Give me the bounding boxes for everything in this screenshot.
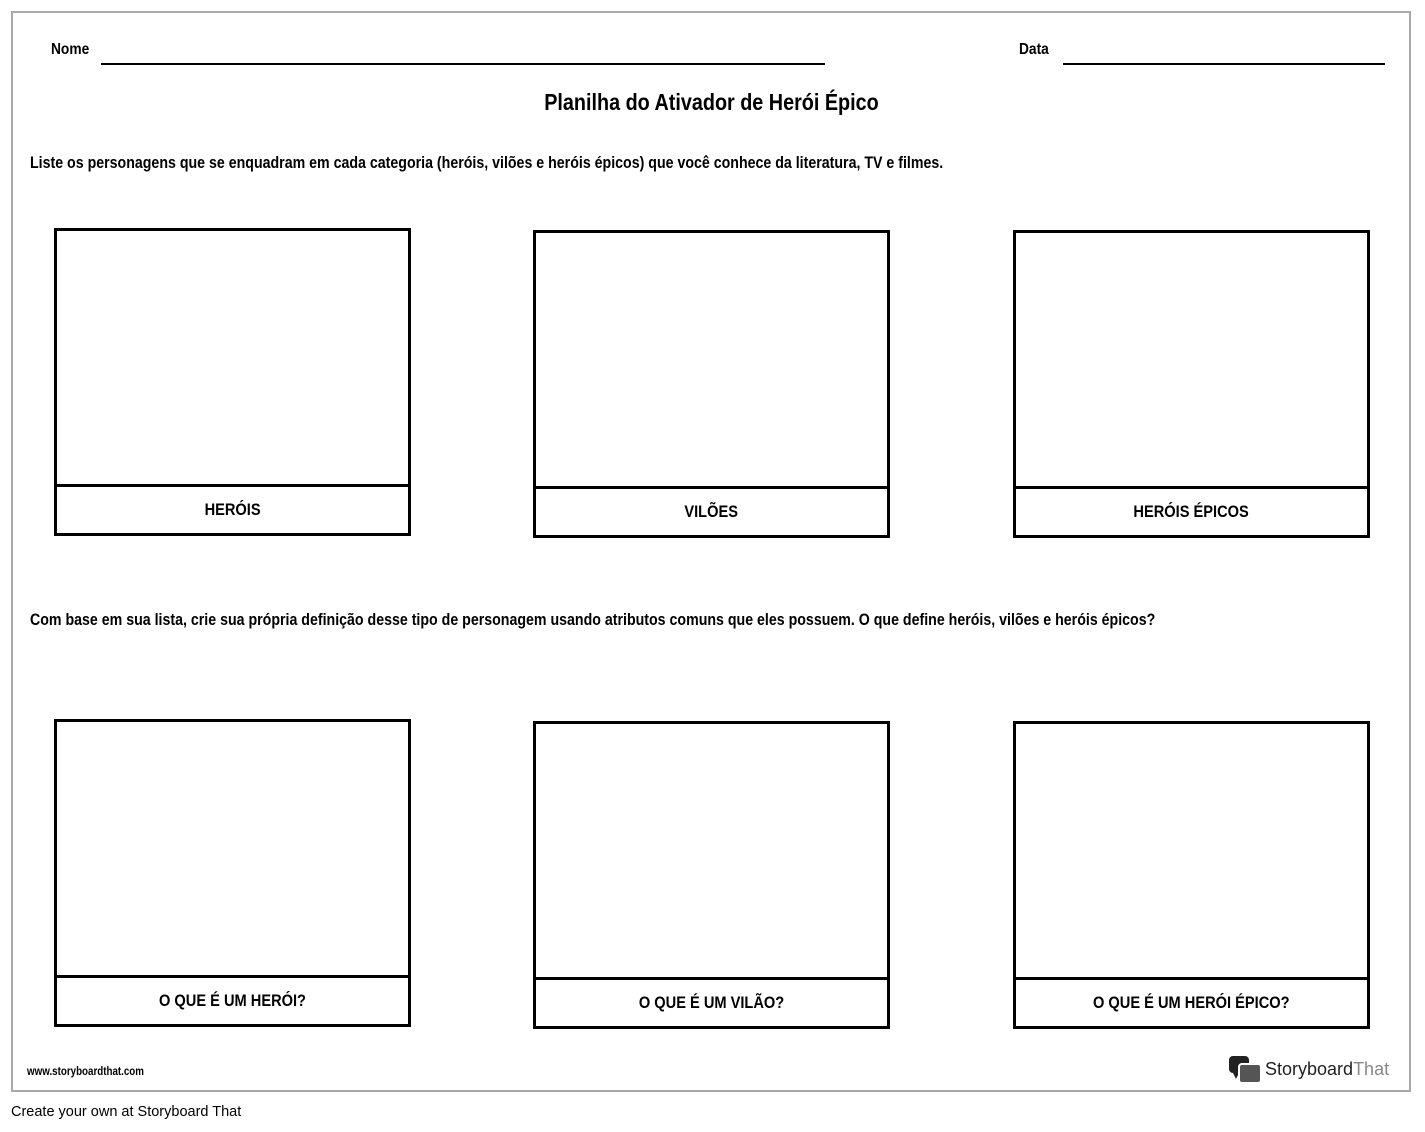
box-viloes[interactable] [533, 230, 890, 538]
writing-area[interactable] [1016, 233, 1367, 489]
worksheet [11, 11, 1411, 1092]
date-line[interactable] [1063, 63, 1385, 65]
box-o-que-e-heroi-epico[interactable] [1013, 721, 1370, 1029]
box-caption: O QUE É UM HERÓI? [158, 991, 307, 1010]
storyboardthat-logo: StoryboardThat [1229, 1056, 1389, 1082]
page-title: Planilha do Ativador de Herói Épico [543, 89, 879, 115]
footer-text[interactable]: Create your own at Storyboard That [11, 1104, 242, 1120]
instruction-definition: Com base em sua lista, crie sua própria definição desse tipo de personagem usando atributos comuns que eles possuem. O que define heróis, vilões e heróis épicos? [30, 611, 1156, 629]
box-caption: HERÓIS [204, 500, 261, 519]
site-url: www.storyboardthat.com [27, 1066, 144, 1078]
box-herois-epicos[interactable] [1013, 230, 1370, 538]
writing-area[interactable] [57, 722, 408, 978]
box-caption: O QUE É UM HERÓI ÉPICO? [1093, 993, 1290, 1012]
writing-area[interactable] [1016, 724, 1367, 980]
writing-area[interactable] [536, 233, 887, 489]
writing-area[interactable] [57, 231, 408, 487]
box-o-que-e-heroi[interactable] [54, 719, 411, 1027]
box-caption: O QUE É UM VILÃO? [638, 993, 785, 1012]
name-label: Nome [51, 41, 90, 58]
instruction-list: Liste os personagens que se enquadram em cada categoria (heróis, vilões e heróis épicos) que você conhece da literatura, TV e filmes. [30, 154, 944, 172]
box-caption: HERÓIS ÉPICOS [1133, 502, 1250, 521]
writing-area[interactable] [536, 724, 887, 980]
date-label: Data [1019, 41, 1049, 58]
speech-bubble-icon [1229, 1056, 1259, 1082]
box-caption: VILÕES [684, 502, 739, 521]
name-line[interactable] [101, 63, 825, 65]
box-o-que-e-vilao[interactable] [533, 721, 890, 1029]
box-herois[interactable] [54, 228, 411, 536]
